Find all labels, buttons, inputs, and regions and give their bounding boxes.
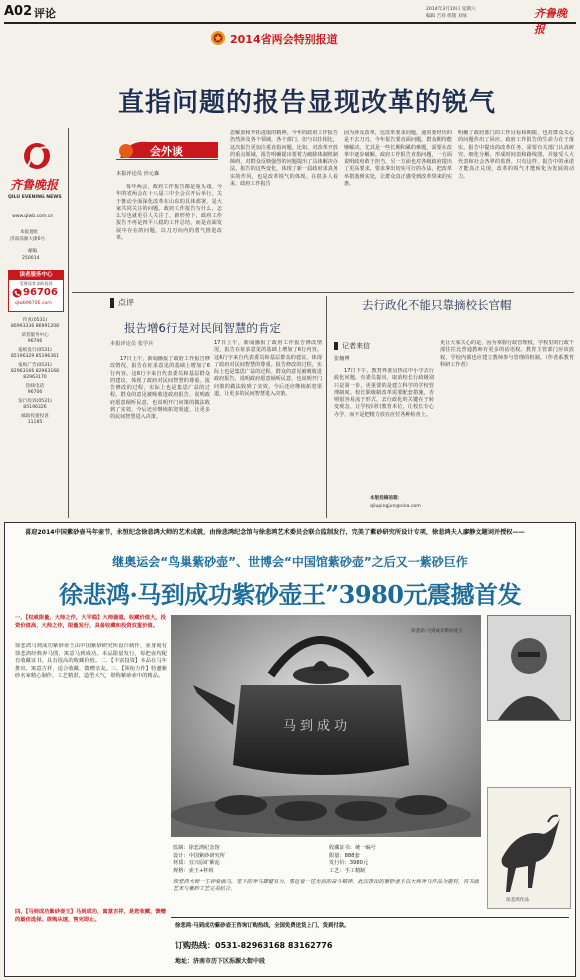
main-headline: 直指问题的报告显现改革的锐气 — [118, 88, 497, 118]
service-site[interactable]: qlwb96706.com — [15, 301, 52, 306]
postcode-label: 邮编 — [28, 249, 38, 254]
contact-item: 读者服务中心 96706 — [21, 333, 49, 344]
service-sub: 受理读者求助投诉 — [19, 281, 53, 286]
info-line: 收藏证书：统一编号 — [329, 845, 376, 851]
kicker-box — [110, 296, 166, 310]
portrait-image — [488, 616, 570, 720]
page-code: A02 — [4, 4, 33, 19]
sidebar-divider — [68, 128, 69, 518]
address-value: 济南泺源大街6号 — [10, 237, 46, 242]
horse-painting — [487, 787, 571, 909]
kicker-mark — [110, 298, 114, 308]
sidebar-logo-cn: 齐鲁晚报 — [10, 178, 59, 192]
sidebar-logo-en: QILU EVENING NEWS — [8, 195, 62, 200]
date-line: 2014年3月10日 星期六 — [426, 7, 476, 12]
info-line: 设计：中国紫砂研究所 — [173, 852, 225, 859]
contact-item: 传真(0531) 86993336 86991208 — [10, 318, 60, 329]
ad-left-bottom: 四、【马到成功紫砂壶王】马到成功，寓意吉祥，是您收藏、馈赠的最佳选择。欲购从速，售完即止。 — [15, 909, 166, 923]
teapot-inscription: 马到成功 — [283, 719, 352, 734]
column-badge — [114, 136, 222, 162]
lower-left-body-1: 17日上午，新闻播报了政府工作报告修改情况，报告在征求意见的基础上增加了6行内容。这6行字来自代表委员和基层群众的建议，体现了政府对民间智慧的尊重。报告修改的过程，实际上也是集思广益的过程。群众的意见被吸收进政府报告，说明政府愿意倾听民意，也说明开门问策的做法收到了实效。今后还应继续拓宽渠道，让更多的民间智慧进入决策。 — [110, 356, 210, 421]
info-line: 发行价：3980元 — [329, 860, 369, 867]
ad-title: 徐悲鸿·马到成功紫砂壶王”3980元震撼首发 — [59, 580, 521, 609]
info-line: 工艺：手工精制 — [329, 867, 366, 874]
lower-right-byline: 张楠博 — [334, 356, 350, 362]
ad-phone[interactable]: 订购热线：0531-82963168 83162776 — [175, 941, 333, 950]
column1-byline: 本报评论员 沙元森 — [116, 171, 160, 177]
teapot-photo — [171, 615, 481, 837]
section-name: 评论 — [34, 7, 56, 20]
contact-item: 报纸广告(0531) 82963166 82963168 82963170 — [10, 363, 60, 380]
lower-divider — [326, 296, 327, 518]
info-line: 限量：888套 — [329, 852, 360, 859]
ad-story: 徐悲鸿大师一生钟爱画马，笔下的奔马雄健有力，象征着一往无前的奋斗精神。此次推出的紫砂壶王以大师奔马作品为题材，将书画艺术与紫砂工艺完美结合。 — [173, 879, 479, 893]
ad-left-heading: 一、【权威限量，大师之作，大平稳】大师器道，收藏价值大，投资价值高，大师之作，限量发行，具备收藏和投资双重价值。 — [15, 615, 166, 629]
letters-kicker-label: 记者来信 — [342, 342, 370, 350]
paper-logo: 齐鲁晚报 — [534, 7, 567, 36]
kicker-label: 点评 — [118, 298, 134, 307]
column4-body: 明确了政府部门的工作目标和期限，也对群众关心的问题作出了回应。政府工作报告的生命力在于落实。报告中提出的改革任务，需要有关部门认真研究、细化分解，形成时间表和路线图，并接受人大代表和社会各界的监督。只有这样，报告中的承诺才能真正兑现，改革的锐气才能转化为发展的动力。 — [458, 130, 574, 180]
special-report-banner — [200, 30, 400, 46]
ad-intro: 喜迎2014中国紫砂壶马年壶节，永恒纪念徐悲鸿大师的艺术成就，由徐悲鸿纪念馆与徐悲鸿艺术委员会联合监制发行，完美了紫砂研究所设计专项，徐悲鸿夫人廖静文题词并授权—— — [25, 529, 525, 536]
service-phone: 96706 — [23, 287, 58, 298]
submission-note: 本版投稿信箱： — [370, 496, 403, 501]
ad-left-body: 徐悲鸿马到成功紫砂壶王由中国紫砂研究所设计制作，壶身刻有徐悲鸿经典奔马图，寓意马到成功。本品限量发行，每把壶均配有收藏证书，具有很高的收藏价值。二、【丰富投资】本品在马年推出，寓意吉祥，适合收藏、馈赠亲友。三、【领衔力作】特邀紫砂名家精心制作，工艺精湛，造型大气，堪称紫砂壶中的精品。 — [15, 643, 167, 680]
postcode-value: 250014 — [22, 256, 40, 261]
service-box — [8, 270, 64, 312]
lower-left-headline: 报告增6行是对民间智慧的肯定 — [124, 321, 281, 335]
sidebar — [6, 130, 64, 465]
lower-right-aside: 更让大家关心的是，因为掌握行政管理权，学校里的行政干部往往比普通教师有更多的话语权。教育主管部门应该放权，学校内部也应建立教师参与管理的机制。（作者系教育科研工作者） — [440, 340, 574, 368]
emblem-icon — [210, 30, 226, 46]
advertisement — [4, 522, 576, 977]
lower-left-byline: 本报评论员 张学兵 — [110, 341, 154, 347]
ad-bottom-note: 徐悲鸿·马到成功紫砂壶王咨询订购热线，全国免费送货上门，货到付款。 — [175, 923, 350, 929]
ad-info-right — [329, 845, 479, 875]
info-line: 材质：宜兴原矿紫泥 — [173, 860, 220, 867]
ad-info-left — [173, 845, 323, 875]
mid-rule — [72, 292, 574, 293]
ad-subtitle: 继奥运会“鸟巢紫砂壶”、世博会“中国馆紫砂壶”之后又一紫砂巨作 — [112, 555, 468, 569]
column2-body: 思解放和开拓进取的精神。今年的政府工作报告仍然涉及各个领域，各个部门，但与以往相比，这次报告更加注重直指问题。比如，对改革开放的重点领域，报告明确提出要着力破除体制机制障碍，对群众反映强烈的问题提出了具体解决办法。报告的这些变化，体现了新一届政府求真务实的作风，也是改革锐气的体现。在很多人看来，政府工作报告 — [230, 130, 338, 188]
badge-label: 会外谈 — [150, 145, 183, 158]
submission-email[interactable]: qilupingjun@sina.com — [370, 504, 421, 509]
contact-list — [6, 318, 64, 426]
column3-body: 固为涉及改革，比改革要求问题，通常要经历的是不去刀刃，今年报告要直面问题，群众期待能够解决。尤其是一些长期积累的难题，需要在改革中逐步破解。政府工作报告直指问题，一方面说明政府敢于担当，另一方面也对各级政府提出了更高要求，要求拿出切实可行的办法，把改革举措落到实处，让群众真正感受到改革带来的实惠。 — [344, 130, 452, 188]
sidebar-website[interactable]: www.qlwb.com.cn — [12, 214, 54, 219]
special-report-title: 2014省两会特别报道 — [230, 33, 338, 46]
lower-left-body-2: 17日上午，新闻播报了政府工作报告修改情况，报告在征求意见的基础上增加了6行内容。这6行字来自代表委员和基层群众的建议，体现了政府对民间智慧的尊重。报告修改的过程，实际上也是集思广益的过程。群众的意见被吸收进政府报告，说明政府愿意倾听民意，也说明开门问策的做法收到了实效。今后还应继续拓宽渠道，让更多的民间智慧进入决策。 — [214, 340, 322, 398]
info-line: 监制：徐悲鸿纪念馆 — [173, 845, 220, 851]
info-line: 规格：壶王+杯组 — [173, 867, 214, 874]
header-rule — [4, 22, 576, 24]
contact-item: 邮政投递投诉 11185 — [21, 414, 49, 425]
editors-line: 编辑 吉祥 组版 刘易 — [426, 14, 468, 19]
service-label: 读者服务中心 — [9, 271, 63, 280]
ad-contact-bar — [171, 917, 569, 972]
painting-caption: 徐悲鸿作品 — [506, 898, 529, 903]
horse-painting-image — [488, 788, 570, 908]
lower-right-body: 17日下午，教育界委员热议中小学去行政化问题。有委员提出，取消校长行政级别只是第一步，更重要的是建立科学的学校管理制度。校长职级制改革需要配套措施，否则很容易流于形式。去行政化的关键在于转变观念，让学校回归教育本位，让校长专心办学，而不是把精力放在应付各种检查上。 — [334, 368, 434, 418]
teapot-caption: 徐悲鸿·马到成功紫砂壶王 — [411, 629, 463, 634]
page-header — [4, 3, 576, 36]
qilu-logo-icon — [20, 140, 54, 172]
phone-icon — [12, 288, 22, 298]
contact-item: 报纸发行(0531) 85196329 85196361 — [10, 348, 60, 359]
contact-item: 发行投诉(0531) 85196326 — [18, 399, 52, 410]
portrait-photo — [487, 615, 571, 721]
address-label: 本报地址 — [20, 230, 39, 235]
ad-address: 地址：济南市历下区泺源大街中段 — [175, 958, 266, 965]
column1-body: 每年两会，政府工作报告都是重头戏。今年的省两会在十八届三中全会召开后举行，关于推动全面深化改革在山东的具体部署，是大家共同关注的问题。政府工作报告写什么、怎么写也就更引人关注了。新形势下，政府工作报告不再是四平八稳的工作总结，而是直面发展中存在的问题，以刀刃向内的勇气推进改革。 — [116, 184, 222, 242]
contact-item: 热线电话 96706 — [25, 384, 45, 395]
letters-kicker — [334, 340, 394, 352]
lower-right-headline: 去行政化不能只靠摘校长官帽 — [362, 298, 512, 312]
